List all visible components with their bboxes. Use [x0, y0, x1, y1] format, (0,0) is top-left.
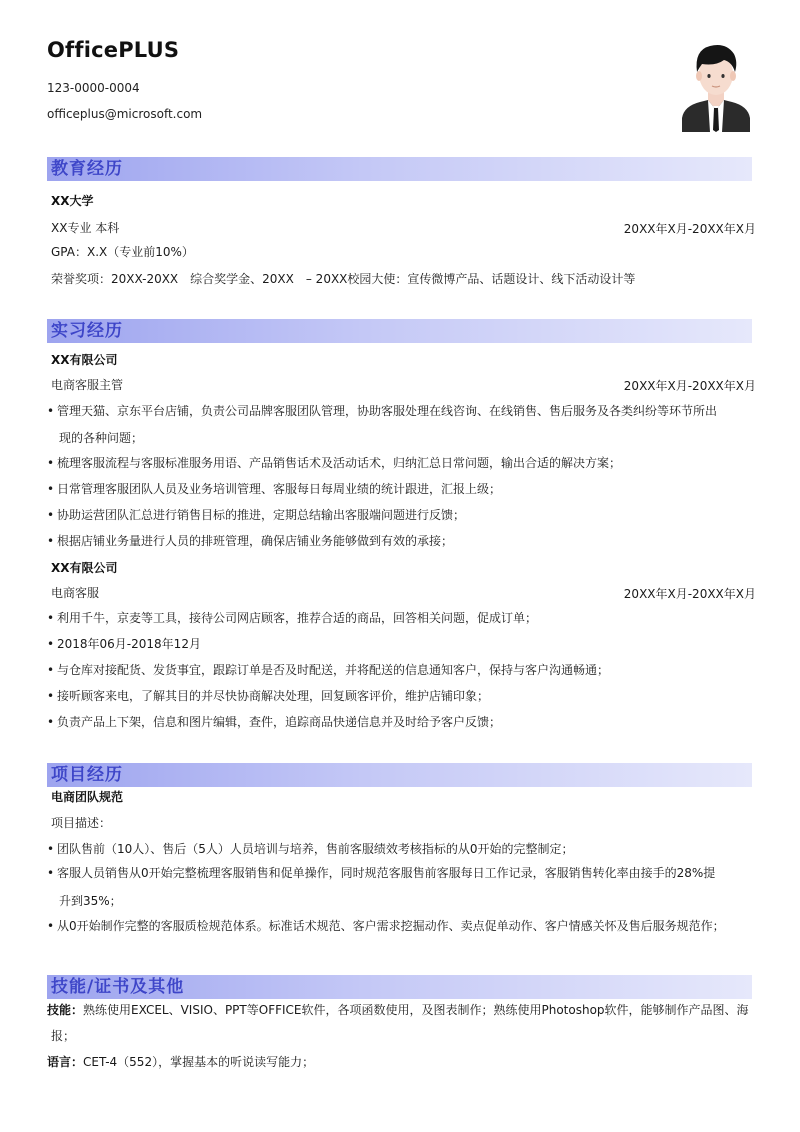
bullet-marker: •: [47, 637, 55, 651]
job-dates: 20XX年X月-20XX年X月: [623, 379, 756, 393]
list-item-continuation: 升到35%；: [59, 894, 122, 908]
skills-line: [47, 1002, 752, 1018]
education-dates: 20XX年X月-20XX年X月: [623, 222, 756, 236]
gpa-text: GPA：X.X（专业前10%）: [51, 245, 194, 259]
bullet-marker: •: [47, 611, 55, 625]
honors-text: 荣誉奖项：20XX-20XX 综合奖学金、20XX – 20XX校园大使：宣传微博产品、话题设计、线下活动设计等: [51, 272, 636, 286]
list-item: [47, 476, 759, 502]
job-dates: 20XX年X月-20XX年X月: [623, 587, 756, 601]
bullet-text: 协助运营团队汇总进行销售目标的推进，定期总结输出客服端问题进行反馈；: [57, 508, 466, 522]
bullet-marker: •: [47, 534, 55, 548]
bullet-marker: •: [47, 715, 55, 729]
company-name: XX有限公司: [51, 353, 118, 367]
bullet-text: 根据店铺业务量进行人员的排班管理，确保店铺业务能够做到有效的承接；: [57, 534, 454, 548]
bullet-text: 日常管理客服团队人员及业务培训管理、客服每日每周业绩的统计跟进，汇报上级；: [57, 482, 502, 496]
list-item: [47, 450, 759, 476]
education-section-header: [47, 157, 752, 181]
list-item: [47, 605, 759, 631]
skills-text: 熟练使用EXCEL、VISIO、PPT等OFFICE软件，各项函数使用，及图表制作；熟练使用Photoshop软件，能够制作产品图、海: [83, 1003, 749, 1017]
project-description-label: 项目描述：: [51, 816, 112, 830]
job-role: 电商客服: [51, 586, 100, 600]
bullet-marker: •: [47, 689, 55, 703]
list-item-continuation: 现的各种问题；: [59, 431, 144, 445]
major-degree: XX专业 本科: [51, 221, 120, 235]
bullet-text: 与仓库对接配货、发货事宜，跟踪订单是否及时配送，并将配送的信息通知客户，保持与客户沟通畅通；: [57, 663, 610, 677]
list-item: [47, 913, 759, 939]
skills-label: 技能：: [47, 1003, 84, 1017]
project-section-title: 项目经历: [51, 765, 123, 785]
internship-section-header: [47, 319, 752, 343]
list-item: [47, 528, 759, 554]
list-item: [47, 502, 759, 528]
skills-section-header: [47, 975, 752, 999]
skills-line-continuation: 报；: [51, 1029, 76, 1043]
bullet-text: 客服人员销售从0开始完整梳理客服销售和促单操作，同时规范客服售前客服每日工作记录，客服销售转化率由接手的28%提: [57, 866, 716, 880]
bullet-text: 从0开始制作完整的客服质检规范体系。标准话术规范、客户需求挖掘动作、卖点促单动作、客户情感关怀及售后服务规范作；: [57, 919, 725, 933]
education-section-title: 教育经历: [51, 159, 123, 179]
bullet-text: 接听顾客来电，了解其目的并尽快协商解决处理，回复顾客评价，维护店铺印象；: [57, 689, 490, 703]
skills-section-title: 技能/证书及其他: [51, 977, 185, 997]
bullet-marker: •: [47, 508, 55, 522]
bullet-marker: •: [47, 456, 55, 470]
list-item: [47, 683, 759, 709]
list-item: [47, 709, 759, 735]
bullet-marker: •: [47, 842, 55, 856]
language-line: [47, 1054, 752, 1070]
bullet-marker: •: [47, 663, 55, 677]
bullet-marker: •: [47, 404, 55, 418]
bullet-text: 团队售前（10人）、售后（5人）人员培训与培养，售前客服绩效考核指标的从0开始的完整制定；: [57, 842, 574, 856]
language-label: 语言：: [47, 1055, 84, 1069]
bullet-marker: •: [47, 919, 55, 933]
list-item: [47, 836, 759, 862]
list-item: [47, 657, 759, 683]
list-item: [47, 860, 759, 886]
language-text: CET-4（552），掌握基本的听说读写能力；: [83, 1055, 315, 1069]
list-item: [47, 631, 759, 657]
person-avatar-icon: [680, 40, 752, 132]
internship-section-title: 实习经历: [51, 321, 123, 341]
name-heading: OfficePLUS: [47, 38, 180, 62]
bullet-marker: •: [47, 482, 55, 496]
bullet-text: 梳理客服流程与客服标准服务用语、产品销售话术及活动话术，归纳汇总日常问题，输出合适的解决方案；: [57, 456, 622, 470]
school-name: XX大学: [51, 194, 94, 208]
email-address: officeplus@microsoft.com: [47, 107, 203, 121]
bullet-text: 2018年06月-2018年12月: [57, 637, 201, 651]
phone-number: 123-0000-0004: [47, 81, 140, 95]
bullet-text: 负责产品上下架，信息和图片编辑，查件，追踪商品快递信息并及时给予客户反馈；: [57, 715, 502, 729]
bullet-text: 管理天猫、京东平台店铺，负责公司品牌客服团队管理，协助客服处理在线咨询、在线销售、售后服务及各类纠纷等环节所出: [57, 404, 718, 418]
bullet-marker: •: [47, 866, 55, 880]
project-section-header: [47, 763, 752, 787]
company-name: XX有限公司: [51, 561, 118, 575]
bullet-text: 利用千牛，京麦等工具，接待公司网店顾客，推荐合适的商品，回答相关问题，促成订单；: [57, 611, 538, 625]
list-item: [47, 398, 759, 424]
project-name: 电商团队规范: [51, 790, 124, 804]
job-role: 电商客服主管: [51, 378, 124, 392]
